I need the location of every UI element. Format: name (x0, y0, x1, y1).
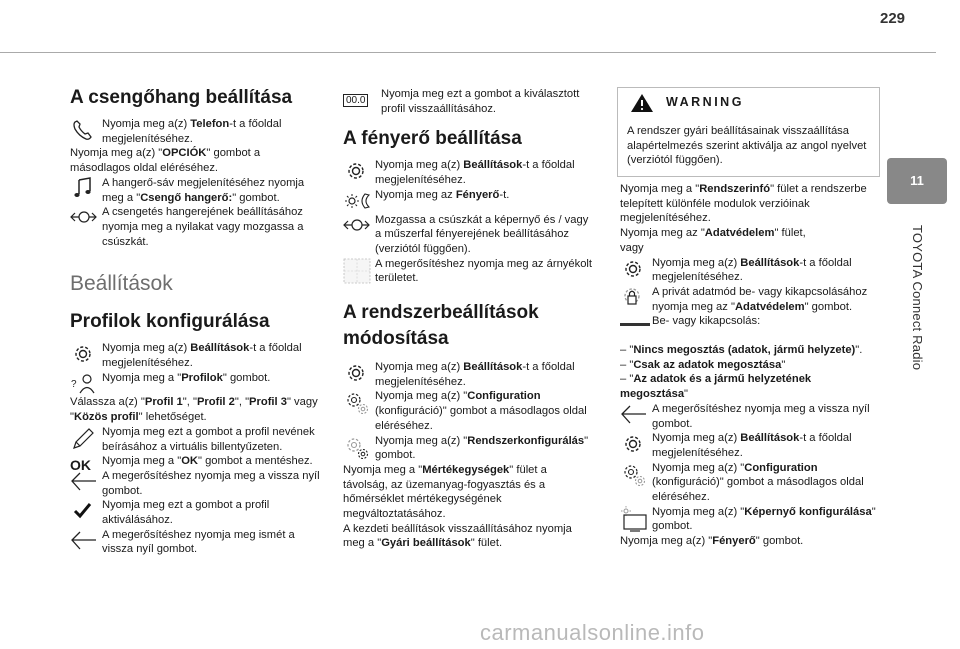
gear-icon (70, 342, 98, 366)
phone-icon (70, 118, 98, 142)
config-gear-icon (620, 462, 648, 486)
back-arrow-icon (70, 470, 98, 494)
step-activate: Nyomja meg ezt a gombot a profil aktiválásához. (70, 498, 320, 527)
page-number: 229 (880, 10, 906, 27)
shaded-area-icon (343, 258, 371, 282)
heading-settings: Beállítások (70, 272, 173, 296)
step-back-1: A megerősítéshez nyomja meg a vissza nyíl gombot. (70, 469, 320, 498)
pencil-icon (70, 426, 98, 450)
heading-system-settings: A rendszerbeállítások módosítása (343, 302, 539, 350)
column-2: 00.0 Nyomja meg ezt a gombot a kiválasztott profil visszaállításához. A fényerő beállítása Nyomja meg a(z) Beállítások-t a főoldal megjelenítéséhez. Nyomja meg az Fényerő-t. Mozgassa a csúszkát a képernyő és / vagy a műszerfal fényerejének beállításához (verziótól függően). A megerősítéshez nyomja meg az árnyékolt területet. A rendszerbeállítások módosítása Nyomja meg a(z) Beállítások-t a főoldal megjelenítéséhez. Nyomja meg a(z) "Configuration (konfiguráció)" gombot a másodlagos oldal eléréséhez. Nyomja meg a(z) "Rendszerkonfigurálás" gombot. Nyomja meg a "Mértékegységek" fület a távolság, az üzemanyag-fogyasztás és a hőmérséklet mértékegységének megváltoztatásához. A kezdeti beállítások visszaállításához nyomja meg a "Gyári beállítások" fület. (343, 88, 593, 550)
step-toggle: Be- vagy kikapcsolás: (620, 314, 878, 329)
header-rule (0, 52, 936, 53)
watermark: carmanualsonline.info (480, 620, 705, 645)
screen-brightness-icon (620, 506, 648, 530)
music-note-icon (70, 177, 98, 201)
config-gear-icon (343, 435, 371, 459)
step-shaded-area: A megerősítéshez nyomja meg az árnyékolt területet. (343, 257, 593, 286)
step-screen-config: Nyomja meg a(z) "Képernyő konfigurálása" gombot. (620, 505, 878, 534)
step-ringtone-slider: A csengetés hangerejének beállításához nyomja meg a nyilakat vagy mozgassa a csúszkát. (70, 205, 320, 249)
step-back: A megerősítéshez nyomja meg a vissza nyíl gombot. (620, 402, 878, 431)
warning-text: A rendszer gyári beállításainak visszaállítása alapértelmezés szerint aktiválja az angol nyelvet (verziótól függően). (627, 125, 867, 167)
toggle-icon (620, 317, 648, 341)
sun-moon-icon (343, 189, 371, 213)
checkmark-icon (70, 499, 98, 523)
step-settings: Nyomja meg a(z) Beállítások-t a főoldal megjelenítéséhez. (343, 360, 593, 389)
step-phone: Nyomja meg a(z) Telefon-t a főoldal megjelenítéséhez. (70, 117, 320, 146)
step-configuration: Nyomja meg a(z) "Configuration (konfiguráció)" gombot a másodlagos oldal eléréséhez. (343, 389, 593, 433)
step-privacy: A privát adatmód be- vagy kikapcsolásához nyomja meg az "Adatvédelem" gombot. (620, 285, 878, 314)
step-profiles: ? Nyomja meg a "Profilok" gombot. (70, 371, 320, 386)
chapter-title: TOYOTA Connect Radio (910, 225, 925, 371)
svg-text:?: ? (71, 378, 77, 390)
step-settings: Nyomja meg a(z) Beállítások-t a főoldal megjelenítéséhez. (620, 431, 878, 460)
column-1: A csengőhang beállítása Nyomja meg a(z) Telefon-t a főoldal megjelenítéséhez. Nyomja meg a(z) "OPCIÓK" gombot a másodlagos oldal eléréséhez. A hangerő-sáv megjelenítéséhez nyomja meg a "Csengő hangerő:" gombot. A csengetés hangerejének beállításához nyomja meg a nyilakat vagy mozgassa a csúszkát. Beállítások Profilok konfigurálása Nyomja meg a(z) Beállítások-t a főoldal megjelenítéséhez. ? Nyomja meg a "Profilok" gombot. Válassza a(z) "Profil 1", "Profil 2", "Profil 3" vagy "Közös profil" lehetőséget. Nyomja meg ezt a gombot a profil nevének beírásához a virtuális billentyűzeten. OK Nyomja meg a "OK" gombot a mentéshez. A megerősítéshez nyomja meg a vissza nyíl gombot. Nyomja meg ezt a gombot a profil aktiválásához. A megerősítéshez nyomja meg ismét a vissza nyíl gombot. (70, 87, 320, 556)
step-reset-profile: 00.0 Nyomja meg ezt a gombot a kiválasztott profil visszaállításához. (343, 87, 593, 116)
privacy-lock-icon (620, 286, 648, 310)
step-configuration: Nyomja meg a(z) "Configuration (konfiguráció)" gombot a másodlagos oldal eléréséhez. (620, 461, 878, 505)
step-system-config: Nyomja meg a(z) "Rendszerkonfigurálás" gombot. (343, 434, 593, 463)
gear-icon (620, 257, 648, 281)
heading-profiles: Profilok konfigurálása (70, 311, 270, 333)
gear-icon (343, 361, 371, 385)
back-arrow-icon (70, 529, 98, 553)
warning-title: WARNING (666, 95, 744, 109)
step-ringtone-volume: A hangerő-sáv megjelenítéséhez nyomja meg a "Csengő hangerő:" gombot. (70, 176, 320, 205)
gear-icon (620, 432, 648, 456)
step-brightness-slider: Mozgassa a csúszkát a képernyő és / vagy a műszerfal fényerejének beállításához (verziótól függően). (343, 213, 593, 257)
step-brightness: Nyomja meg az Fényerő-t. (343, 188, 593, 203)
slider-arrows-icon (70, 206, 98, 230)
step-back-2: A megerősítéshez nyomja meg ismét a vissza nyíl gombot. (70, 528, 320, 557)
step-ok: OK Nyomja meg a "OK" gombot a mentéshez. (70, 454, 320, 469)
warning-box (617, 87, 880, 177)
step-edit-name: Nyomja meg ezt a gombot a profil nevének beírásához a virtuális billentyűzeten. (70, 425, 320, 454)
step-settings: Nyomja meg a(z) Beállítások-t a főoldal megjelenítéséhez. (70, 341, 320, 370)
gear-icon (343, 159, 371, 183)
column-3: Nyomja meg a "Rendszerinfó" fület a rendszerbe telepített különféle modulok verzióinak megjelenítéséhez. Nyomja meg az "Adatvédelem" fület, vagy Nyomja meg a(z) Beállítások-t a főoldal megjelenítéséhez. A privát adatmód be- vagy kikapcsolásához nyomja meg az "Adatvédelem" gombot. Be- vagy kikapcsolás: – "Nincs megosztás (adatok, jármű helyzete)". – "Csak az adatok megosztása" – "Az adatok és a jármű helyzetének megosztása" A megerősítéshez nyomja meg a vissza nyíl gombot. Nyomja meg a(z) Beállítások-t a főoldal megjelenítéséhez. Nyomja meg a(z) "Configuration (konfiguráció)" gombot a másodlagos oldal eléréséhez. Nyomja meg a(z) "Képernyő konfigurálása" gombot. Nyomja meg a(z) "Fényerő" gombot. (620, 182, 878, 549)
step-settings: Nyomja meg a(z) Beállítások-t a főoldal megjelenítéséhez. (343, 158, 593, 187)
reset-icon: 00.0 (343, 93, 377, 117)
heading-ringtone: A csengőhang beállítása (70, 87, 293, 108)
back-arrow-icon (620, 403, 648, 427)
profiles-icon (70, 372, 98, 396)
heading-brightness: A fényerő beállítása (343, 128, 522, 150)
warning-triangle-icon (630, 93, 654, 113)
slider-arrows-icon (343, 214, 371, 238)
chapter-tab: 11 (887, 158, 947, 204)
step-settings: Nyomja meg a(z) Beállítások-t a főoldal megjelenítéséhez. (620, 256, 878, 285)
ok-icon: OK (70, 457, 91, 474)
config-gear-icon (343, 390, 371, 414)
